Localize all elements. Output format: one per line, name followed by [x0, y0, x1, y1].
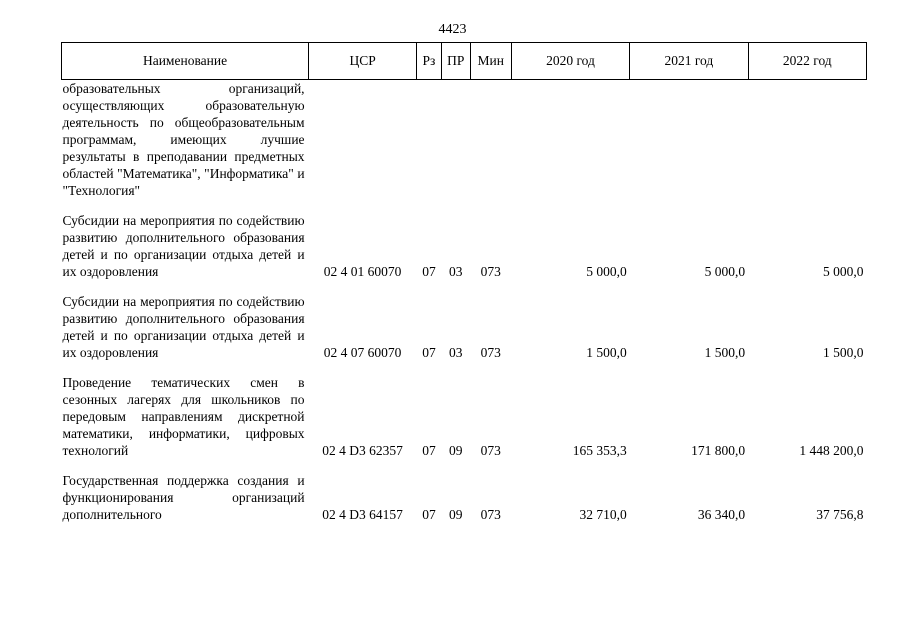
header-name: Наименование: [62, 43, 309, 80]
row-2021: 1 500,0: [704, 345, 746, 360]
page-number: 4423: [438, 22, 467, 37]
row-2022: 1 500,0: [823, 345, 864, 360]
row-csr: [309, 80, 417, 200]
row-spacer: [62, 459, 867, 472]
budget-table: [61, 42, 867, 523]
row-csr: 02 4 01 60070: [323, 264, 402, 279]
row-name: Проведение тематических смен в сезонных лагерях для школьников по передовым направлениям дискретной математики, информатики, цифровых технологий: [62, 375, 305, 458]
row-name: Субсидии на мероприятия по содействию развитию дополнительного образования детей и по организации отдыха детей и их оздоровления: [62, 213, 305, 279]
header-csr: ЦСР: [309, 43, 417, 80]
row-rz: 07: [422, 443, 436, 458]
row-spacer: [62, 199, 867, 212]
row-pr: 09: [448, 507, 463, 522]
row-csr: 02 4 07 60070: [323, 345, 402, 360]
row-2021: [630, 80, 748, 200]
row-2022: 5 000,0: [823, 264, 864, 279]
row-rz: 07: [422, 264, 436, 279]
row-pr: 03: [448, 264, 463, 279]
table-row: [62, 374, 867, 459]
row-rz: 07: [422, 345, 436, 360]
table-row: [62, 472, 867, 523]
row-min: 073: [480, 345, 501, 360]
row-pr: 09: [448, 443, 463, 458]
row-2022: [748, 80, 866, 200]
row-spacer: [62, 280, 867, 293]
table-row: [62, 212, 867, 280]
row-rz: 07: [422, 507, 436, 522]
header-min: Мин: [470, 43, 511, 80]
row-2020: 5 000,0: [586, 264, 627, 279]
row-csr: 02 4 D3 64157: [322, 507, 403, 522]
table-header-row: [62, 43, 867, 80]
header-2021: 2021 год: [630, 43, 748, 80]
row-name: Субсидии на мероприятия по содействию развитию дополнительного образования детей и по организации отдыха детей и их оздоровления: [62, 294, 305, 360]
header-2020: 2020 год: [511, 43, 629, 80]
row-min: 073: [480, 443, 501, 458]
row-pr: [441, 80, 470, 200]
row-2020: 32 710,0: [579, 507, 627, 522]
row-name: образовательных организаций, осуществляющих образовательную деятельность по общеобразовательным программам, имеющих лучшие результаты в преподавании предметных областей "Математика", "Информатика" и "Технология": [62, 81, 305, 198]
table-row: [62, 80, 867, 200]
row-min: [470, 80, 511, 200]
row-2020: [511, 80, 629, 200]
row-2021: 171 800,0: [691, 443, 746, 458]
row-spacer: [62, 361, 867, 374]
row-rz: [417, 80, 442, 200]
row-2021: 36 340,0: [697, 507, 746, 522]
row-2022: 1 448 200,0: [799, 443, 864, 458]
row-name: Государственная поддержка создания и функционирования организаций дополнительного: [62, 473, 305, 522]
header-rz: Рз: [417, 43, 442, 80]
header-pr: ПР: [441, 43, 470, 80]
row-2020: 165 353,3: [572, 443, 627, 458]
header-2022: 2022 год: [748, 43, 866, 80]
row-min: 073: [480, 264, 501, 279]
table-row: [62, 293, 867, 361]
row-pr: 03: [448, 345, 463, 360]
row-2022: 37 756,8: [816, 507, 864, 522]
row-2020: 1 500,0: [586, 345, 627, 360]
row-min: 073: [480, 507, 501, 522]
row-csr: 02 4 D3 62357: [322, 443, 403, 458]
row-2021: 5 000,0: [704, 264, 746, 279]
